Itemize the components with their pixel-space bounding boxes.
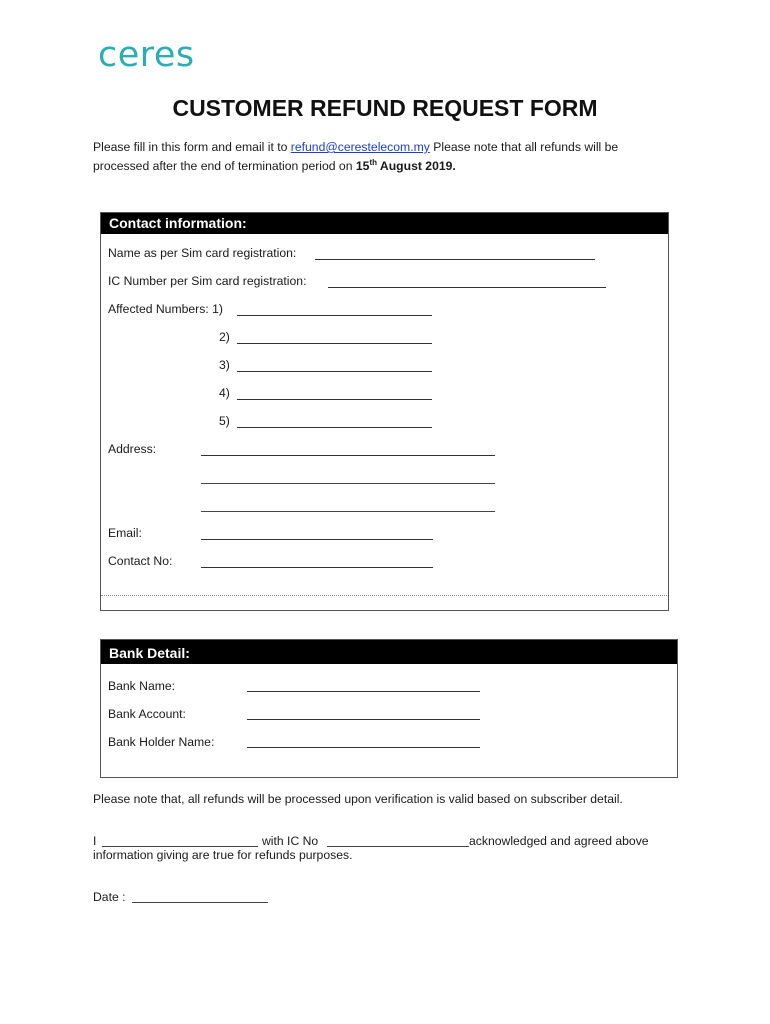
address-field-1[interactable] <box>201 455 495 456</box>
date-field[interactable] <box>132 902 268 903</box>
affected-number-3-label: 3) <box>219 358 230 372</box>
contact-no-field[interactable] <box>201 567 433 568</box>
address-label: Address: <box>108 442 157 456</box>
affected-number-1-field[interactable] <box>237 315 432 316</box>
intro-text-1: Please fill in this form and email it to <box>93 140 291 154</box>
bank-detail-heading: Bank Detail: <box>101 640 677 664</box>
affected-number-4-label: 4) <box>219 386 230 400</box>
affected-numbers-label: Affected Numbers: 1) <box>108 302 223 316</box>
affected-number-5-field[interactable] <box>237 427 432 428</box>
ic-field[interactable] <box>328 287 606 288</box>
affected-number-2-field[interactable] <box>237 343 432 344</box>
name-label: Name as per Sim card registration: <box>108 246 297 260</box>
address-field-2[interactable] <box>201 483 495 484</box>
ceres-logo: ceres <box>98 35 195 75</box>
bank-name-field[interactable] <box>247 691 480 692</box>
bank-holder-label: Bank Holder Name: <box>108 735 215 749</box>
date-rest: August 2019. <box>377 159 456 174</box>
date-day: 15 <box>355 159 370 174</box>
ack-i-label: I <box>93 834 97 848</box>
contact-info-box <box>100 212 669 611</box>
affected-number-4-field[interactable] <box>237 399 432 400</box>
intro-text-2: Please note that all refunds will be <box>429 140 619 154</box>
contact-no-label: Contact No: <box>108 554 173 568</box>
bank-name-label: Bank Name: <box>108 679 176 693</box>
name-field[interactable] <box>315 259 595 260</box>
ack-name-field[interactable] <box>102 846 258 847</box>
bank-detail-box <box>100 639 678 778</box>
intro-text-3: processed after the end of termination period on <box>93 159 356 174</box>
ic-label: IC Number per Sim card registration: <box>108 274 307 288</box>
ack-line-2: information giving are true for refunds purposes. <box>93 848 353 862</box>
address-field-3[interactable] <box>201 511 495 512</box>
contact-box-divider <box>101 595 667 596</box>
verification-note: Please note that, all refunds will be processed upon verification is valid based on subscriber detail. <box>93 792 623 806</box>
ack-acknowledged-label: acknowledged and agreed above <box>469 834 649 848</box>
date-suffix: th <box>369 158 377 167</box>
refund-email-link[interactable]: refund@cerestelecom.my <box>290 140 430 154</box>
bank-account-field[interactable] <box>247 719 480 720</box>
bank-holder-field[interactable] <box>247 747 480 748</box>
ack-with-ic-label: with IC No <box>262 834 319 848</box>
email-field[interactable] <box>201 539 433 540</box>
email-label: Email: <box>108 526 142 540</box>
intro-paragraph <box>93 140 693 174</box>
affected-number-2-label: 2) <box>219 330 230 344</box>
contact-info-heading: Contact information: <box>101 213 668 234</box>
date-label: Date : <box>93 890 126 904</box>
affected-number-5-label: 5) <box>219 414 230 428</box>
form-title: CUSTOMER REFUND REQUEST FORM <box>172 95 598 121</box>
affected-number-3-field[interactable] <box>237 371 432 372</box>
ack-ic-field[interactable] <box>327 846 469 847</box>
bank-account-label: Bank Account: <box>108 707 186 721</box>
